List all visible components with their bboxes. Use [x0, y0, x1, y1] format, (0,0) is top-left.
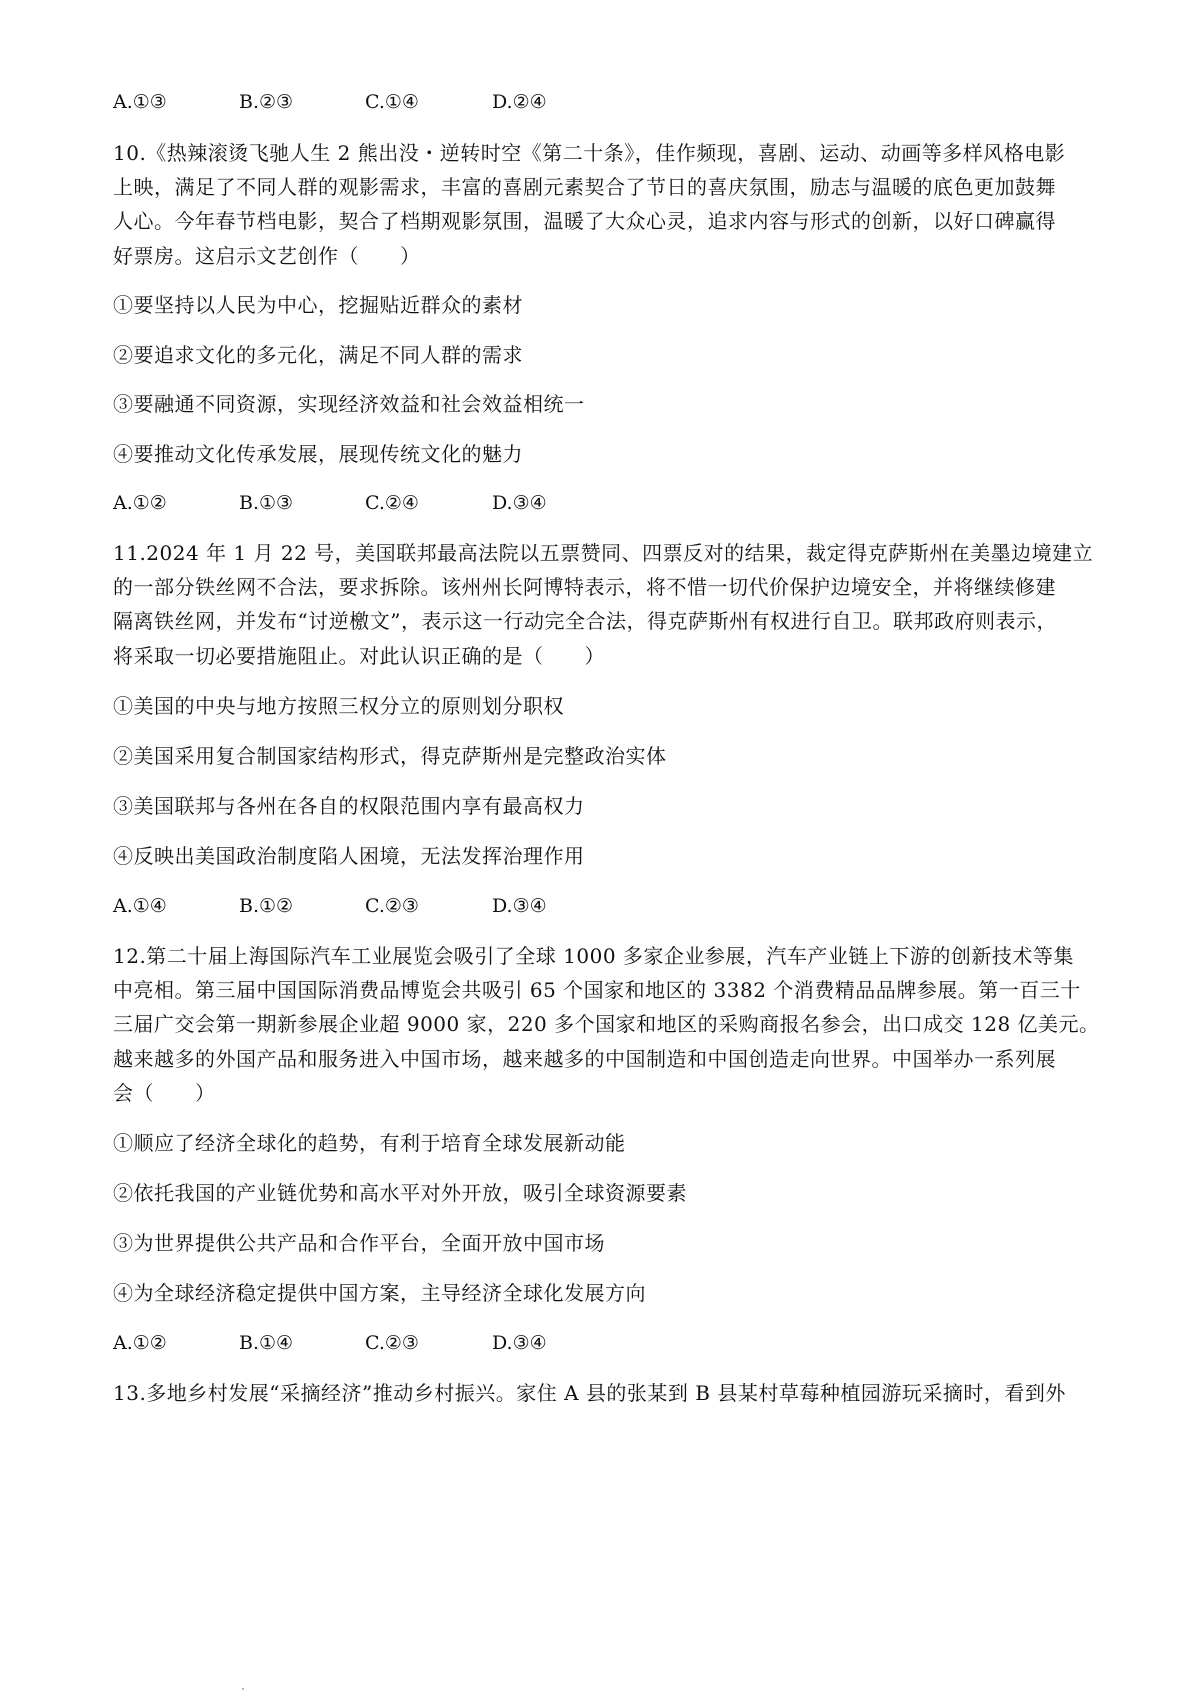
- q10-stem-line: 好票房。这启示文艺创作（ ）: [113, 244, 421, 268]
- option-b: B.①④: [239, 1332, 294, 1354]
- option-c: C.②④: [365, 492, 419, 514]
- q10-stem-line: 上映，满足了不同人群的观影需求，丰富的喜剧元素契合了节日的喜庆氛围，励志与温暖的底色更加鼓舞: [113, 175, 1056, 199]
- q10-choice-2: ②要追求文化的多元化，满足不同人群的需求: [113, 343, 523, 367]
- q13-stem-line: 13.多地乡村发展“采摘经济”推动乡村振兴。家住 A 县的张某到 B 县某村草莓种植园游玩采摘时，看到外: [113, 1381, 1066, 1405]
- q12-choice-2: ②依托我国的产业链优势和高水平对外开放，吸引全球资源要素: [113, 1181, 687, 1205]
- option-a: A.①③: [113, 91, 167, 113]
- q11-choice-2: ②美国采用复合制国家结构形式，得克萨斯州是完整政治实体: [113, 744, 667, 768]
- scan-speck: [242, 1688, 244, 1690]
- option-d: D.③④: [492, 895, 547, 917]
- q10-choice-1: ①要坚持以人民为中心，挖掘贴近群众的素材: [113, 293, 523, 317]
- option-c: C.②③: [365, 895, 419, 917]
- q11-choice-3: ③美国联邦与各州在各自的权限范围内享有最高权力: [113, 794, 585, 818]
- option-b: B.①③: [239, 492, 294, 514]
- option-d: D.③④: [492, 1332, 547, 1354]
- q11-choice-1: ①美国的中央与地方按照三权分立的原则划分职权: [113, 694, 564, 718]
- q12-stem-line: 三届广交会第一期新参展企业超 9000 家，220 多个国家和地区的采购商报名参会，出口成交 128 亿美元。: [113, 1012, 1100, 1036]
- option-b: B.②③: [239, 91, 294, 113]
- q11-stem-line: 11.2024 年 1 月 22 号，美国联邦最高法院以五票赞同、四票反对的结果，裁定得克萨斯州在美墨边境建立: [113, 541, 1094, 565]
- option-c: C.②③: [365, 1332, 419, 1354]
- option-a: A.①②: [113, 492, 167, 514]
- option-a: A.①②: [113, 1332, 167, 1354]
- q12-choice-3: ③为世界提供公共产品和合作平台，全面开放中国市场: [113, 1231, 605, 1255]
- q10-stem-line: 10.《热辣滚烫飞驰人生 2 熊出没・逆转时空《第二十条》，佳作频现，喜剧、运动、动画等多样风格电影: [113, 141, 1066, 165]
- option-b: B.①②: [239, 895, 294, 917]
- option-c: C.①④: [365, 91, 419, 113]
- q11-choice-4: ④反映出美国政治制度陷人困境，无法发挥治理作用: [113, 844, 585, 868]
- q10-choice-3: ③要融通不同资源，实现经济效益和社会效益相统一: [113, 392, 585, 416]
- q12-choice-4: ④为全球经济稳定提供中国方案，主导经济全球化发展方向: [113, 1281, 646, 1305]
- q11-stem-line: 隔离铁丝网，并发布“讨逆檄文”，表示这一行动完全合法，得克萨斯州有权进行自卫。联邦政府则表示，: [113, 609, 1057, 633]
- q10-choice-4: ④要推动文化传承发展，展现传统文化的魅力: [113, 442, 523, 466]
- q11-stem-line: 将采取一切必要措施阻止。对此认识正确的是（ ）: [113, 644, 605, 668]
- q12-stem-line: 12.第二十届上海国际汽车工业展览会吸引了全球 1000 多家企业参展，汽车产业链上下游的创新技术等集: [113, 944, 1074, 968]
- q12-stem-line: 会（ ）: [113, 1081, 216, 1105]
- q11-stem-line: 的一部分铁丝网不合法，要求拆除。该州州长阿博特表示，将不惜一切代价保护边境安全，并将继续修建: [113, 575, 1056, 599]
- option-a: A.①④: [113, 895, 167, 917]
- option-d: D.②④: [492, 91, 547, 113]
- q10-stem-line: 人心。今年春节档电影，契合了档期观影氛围，温暖了大众心灵，追求内容与形式的创新，以好口碑赢得: [113, 209, 1056, 233]
- q12-choice-1: ①顺应了经济全球化的趋势，有利于培育全球发展新动能: [113, 1131, 626, 1155]
- q12-stem-line: 中亮相。第三届中国国际消费品博览会共吸引 65 个国家和地区的 3382 个消费精品品牌参展。第一百三十: [113, 978, 1081, 1002]
- option-d: D.③④: [492, 492, 547, 514]
- q12-stem-line: 越来越多的外国产品和服务进入中国市场，越来越多的中国制造和中国创造走向世界。中国举办一系列展: [113, 1047, 1056, 1071]
